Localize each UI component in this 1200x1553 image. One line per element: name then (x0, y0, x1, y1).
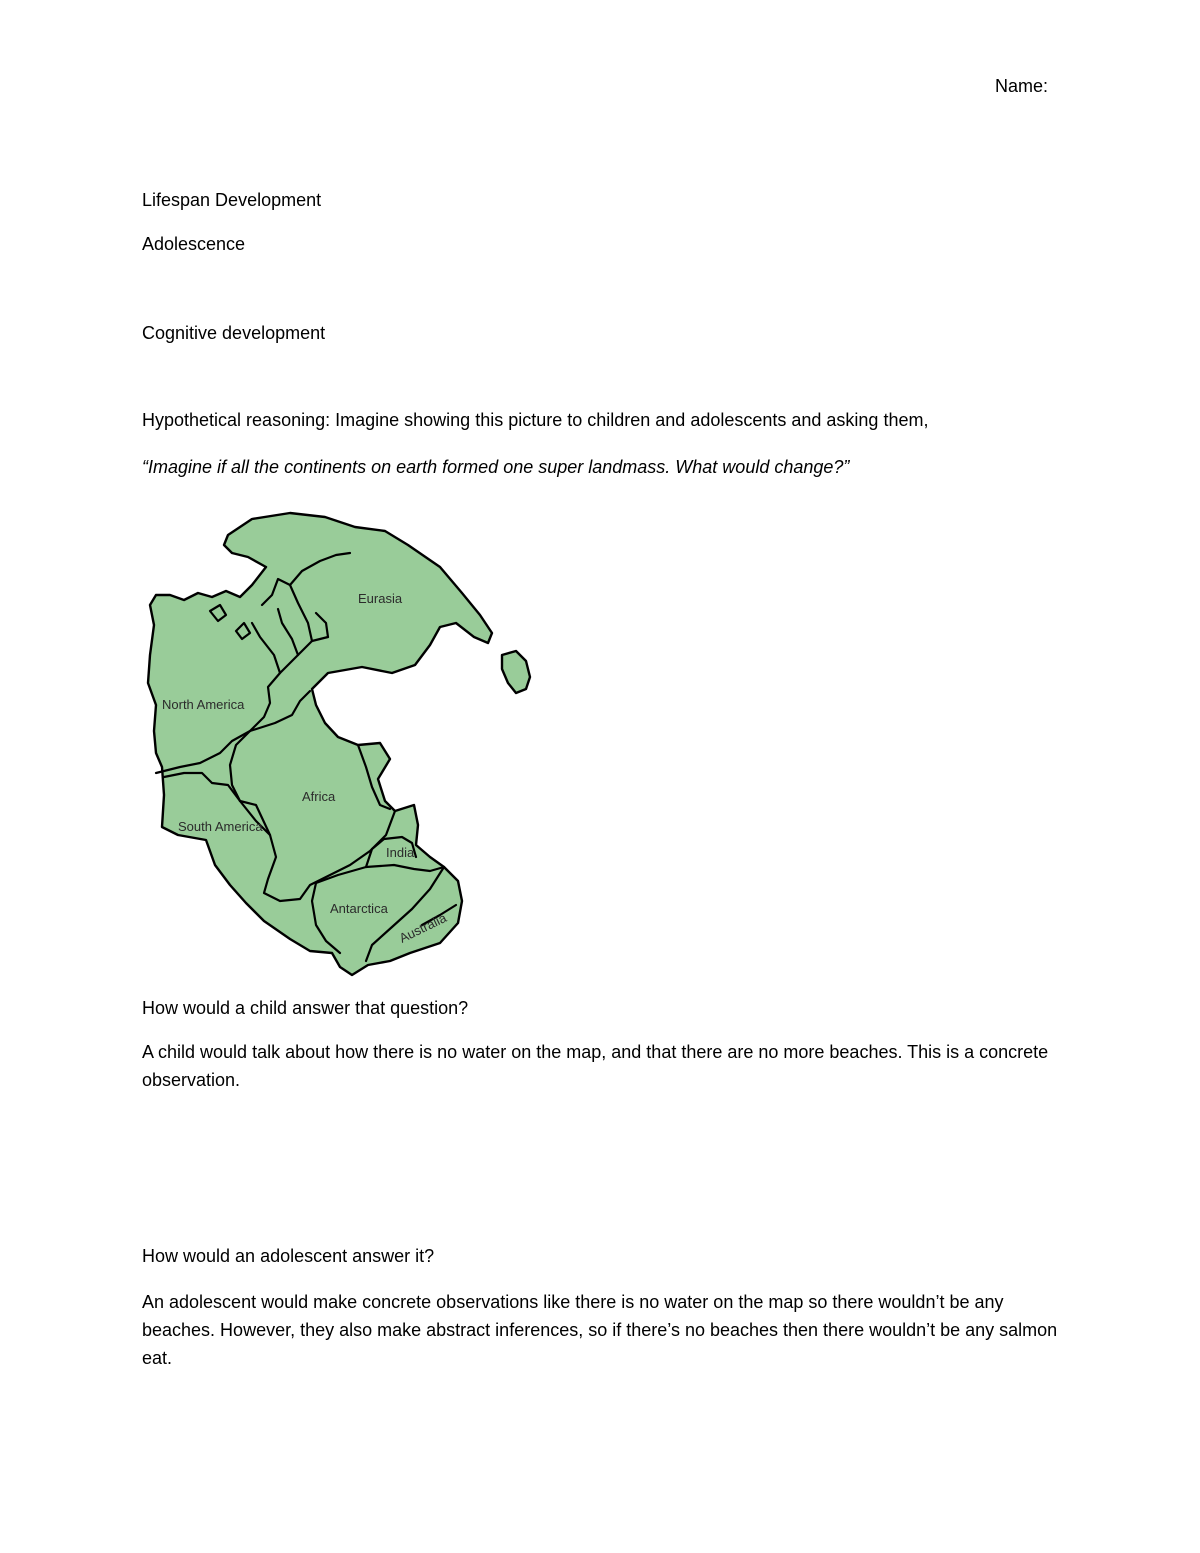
map-label-south-america: South America (178, 819, 263, 834)
map-label-africa: Africa (302, 789, 336, 804)
island-landmass (502, 651, 530, 693)
topic-heading: Cognitive development (142, 323, 326, 343)
map-label-north-america: North America (162, 697, 245, 712)
landmass-outline (148, 513, 492, 975)
map-label-antarctica: Antarctica (330, 901, 388, 916)
prompt-intro: Hypothetical reasoning: Imagine showing this picture to children and adolescents and asking them, (142, 410, 929, 430)
course-title: Lifespan Development (142, 190, 322, 210)
unit-title: Adolescence (142, 234, 246, 254)
map-label-india: India (386, 845, 415, 860)
name-label: Name: (995, 76, 1049, 96)
child-answer: A child would talk about how there is no water on the map, and that there are no more beaches. This is a concrete observation. (142, 1042, 1049, 1090)
map-label-australia: Australia (396, 910, 449, 946)
map-label-eurasia: Eurasia (358, 591, 403, 606)
adolescent-answer: An adolescent would make concrete observations like there is no water on the map so there wouldn’t be any beaches. However, they also make abstract inferences, so if there’s no beaches then there wouldn’t be any salmon eat. (142, 1292, 1058, 1368)
child-question: How would a child answer that question? (142, 998, 469, 1018)
adolescent-question: How would an adolescent answer it? (142, 1246, 435, 1266)
prompt-question: “Imagine if all the continents on earth formed one super landmass. What would change?” (142, 457, 850, 477)
pangaea-map (140, 505, 540, 985)
